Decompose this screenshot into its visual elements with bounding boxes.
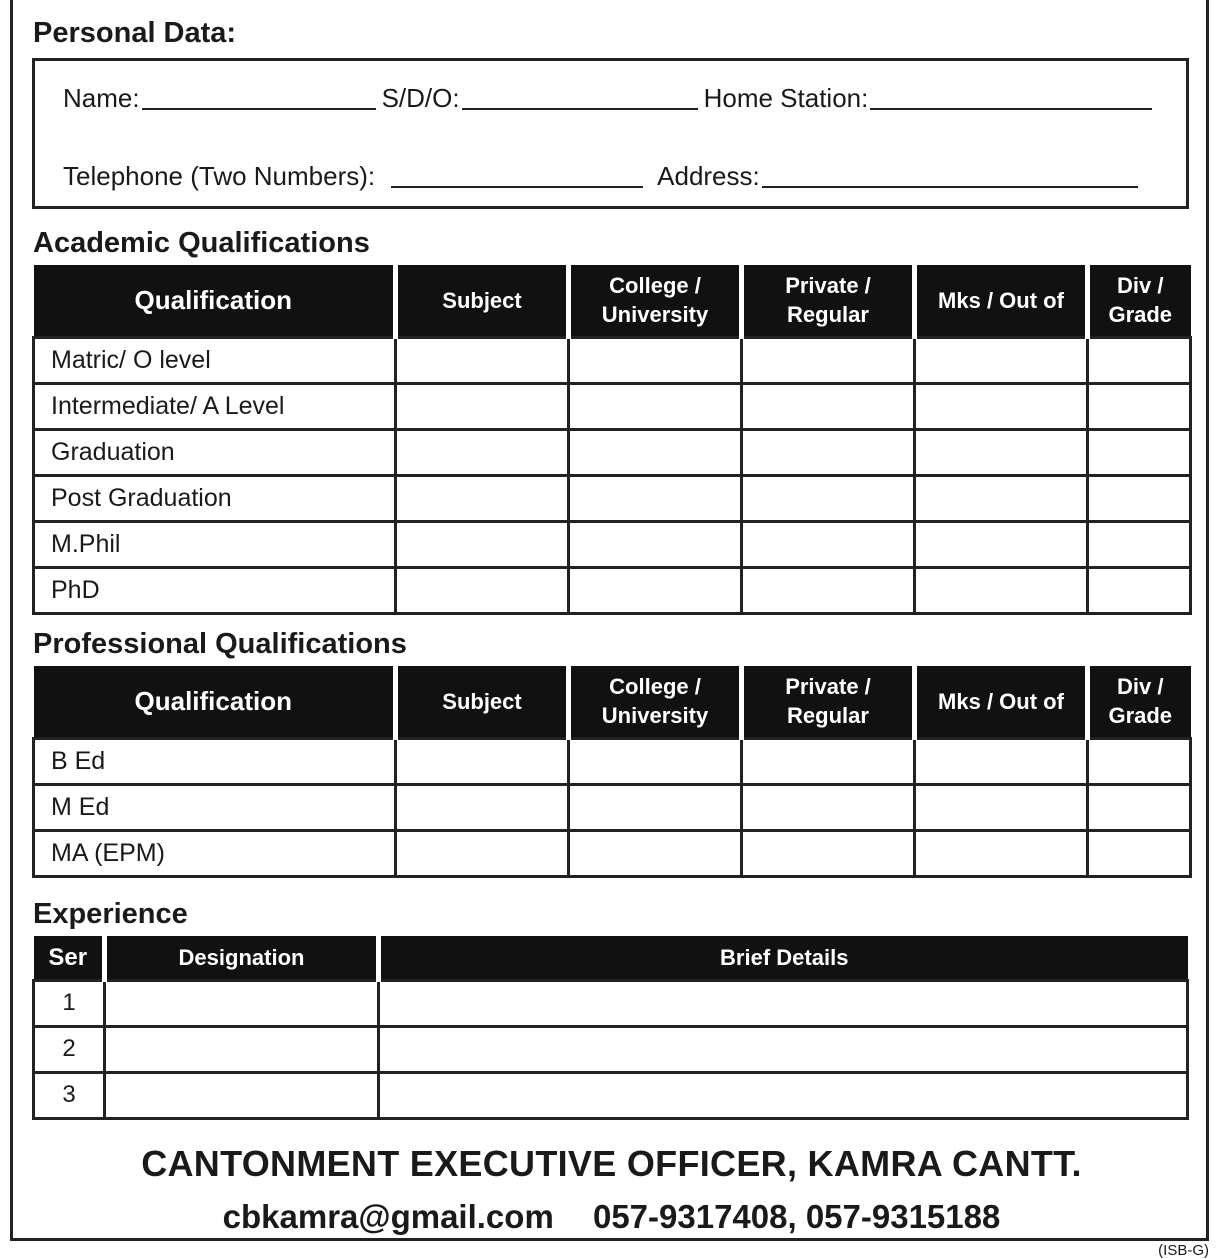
contact-line [0,1198,1223,1236]
professional-col-grade: Div / Grade [1088,666,1191,738]
ad-code-tag: (ISB-G) [1158,1242,1209,1259]
table-cell[interactable] [915,475,1088,521]
table-cell[interactable] [379,1026,1188,1072]
table-cell[interactable] [379,1072,1188,1118]
table-cell[interactable] [396,475,569,521]
table-cell[interactable] [742,567,915,613]
personal-data-box [32,58,1189,209]
table-cell[interactable] [742,521,915,567]
table-cell[interactable] [1088,521,1191,567]
academic-col-private-regular: Private / Regular [742,265,915,337]
professional-col-college: College / University [569,666,742,738]
table-cell[interactable] [105,1026,379,1072]
table-cell[interactable] [569,521,742,567]
table-cell[interactable] [569,429,742,475]
table-cell[interactable] [1088,383,1191,429]
table-cell[interactable] [569,738,742,784]
table-cell[interactable] [379,980,1188,1026]
table-row [34,1026,1188,1072]
experience-table [32,936,1189,1120]
table-row [34,980,1188,1026]
telephone-field[interactable] [391,164,643,188]
telephone-label: Telephone (Two Numbers): [63,161,376,191]
table-row [34,429,1191,475]
professional-heading: Professional Qualifications [33,628,407,660]
table-cell[interactable] [396,567,569,613]
academic-col-college: College / University [569,265,742,337]
academic-heading: Academic Qualifications [33,227,370,259]
professional-col-subject: Subject [396,666,569,738]
personal-row-2 [63,161,1138,191]
sdo-label: S/D/O: [381,83,460,113]
academic-table [32,265,1192,615]
table-cell[interactable] [1088,475,1191,521]
table-cell[interactable] [396,337,569,383]
ser-number: 1 [34,980,105,1026]
table-cell[interactable] [569,830,742,876]
experience-heading: Experience [33,898,188,930]
table-cell[interactable] [569,784,742,830]
table-cell[interactable] [915,521,1088,567]
table-cell[interactable] [396,521,569,567]
home-station-field[interactable] [870,86,1152,110]
address-label: Address: [657,161,760,191]
table-cell[interactable] [569,475,742,521]
professional-table [32,666,1192,878]
table-cell[interactable] [742,738,915,784]
ser-number: 2 [34,1026,105,1072]
personal-data-heading: Personal Data: [33,17,237,49]
table-cell[interactable] [1088,830,1191,876]
table-cell[interactable] [396,383,569,429]
row-label: B Ed [34,738,396,784]
row-label: Matric/ O level [34,337,396,383]
row-label: M.Phil [34,521,396,567]
table-row [34,383,1191,429]
table-cell[interactable] [915,830,1088,876]
table-cell[interactable] [396,738,569,784]
table-cell[interactable] [915,429,1088,475]
professional-col-qualification: Qualification [34,666,396,738]
professional-header-row [34,666,1191,738]
table-cell[interactable] [1088,738,1191,784]
ser-number: 3 [34,1072,105,1118]
sdo-field[interactable] [462,86,698,110]
row-label: M Ed [34,784,396,830]
table-cell[interactable] [1088,337,1191,383]
table-cell[interactable] [915,784,1088,830]
table-cell[interactable] [1088,567,1191,613]
row-label: Post Graduation [34,475,396,521]
table-cell[interactable] [569,383,742,429]
table-cell[interactable] [742,830,915,876]
table-cell[interactable] [569,337,742,383]
table-cell[interactable] [742,784,915,830]
table-cell[interactable] [915,383,1088,429]
table-row [34,521,1191,567]
table-cell[interactable] [105,980,379,1026]
table-cell[interactable] [1088,429,1191,475]
experience-col-ser: Ser [34,936,105,980]
table-row [34,567,1191,613]
table-row [34,784,1191,830]
academic-col-marks: Mks / Out of [915,265,1088,337]
table-cell[interactable] [569,567,742,613]
table-cell[interactable] [105,1072,379,1118]
row-label: MA (EPM) [34,830,396,876]
home-station-label: Home Station: [703,83,869,113]
experience-header-row [34,936,1188,980]
phone-numbers: 057-9317408, 057-9315188 [592,1198,1001,1235]
table-row [34,830,1191,876]
table-cell[interactable] [742,337,915,383]
personal-row-1 [63,83,1152,113]
table-cell[interactable] [742,383,915,429]
name-label: Name: [63,83,140,113]
table-cell[interactable] [915,567,1088,613]
table-row [34,337,1191,383]
row-label: Graduation [34,429,396,475]
academic-col-subject: Subject [396,265,569,337]
table-cell[interactable] [915,337,1088,383]
table-cell[interactable] [396,429,569,475]
table-cell[interactable] [1088,784,1191,830]
office-title: CANTONMENT EXECUTIVE OFFICER, KAMRA CANTT. [141,1143,1082,1184]
table-row [34,1072,1188,1118]
academic-header-row [34,265,1191,337]
table-row [34,738,1191,784]
experience-col-details: Brief Details [379,936,1188,980]
professional-col-marks: Mks / Out of [915,666,1088,738]
name-field[interactable] [142,86,376,110]
row-label: Intermediate/ A Level [34,383,396,429]
table-cell[interactable] [742,475,915,521]
address-field[interactable] [762,164,1138,188]
academic-col-grade: Div / Grade [1088,265,1191,337]
experience-col-designation: Designation [105,936,379,980]
table-cell[interactable] [915,738,1088,784]
table-cell[interactable] [742,429,915,475]
professional-col-private-regular: Private / Regular [742,666,915,738]
table-cell[interactable] [396,830,569,876]
email-link[interactable]: cbkamra@gmail.com [222,1198,554,1235]
academic-col-qualification: Qualification [34,265,396,337]
table-row [34,475,1191,521]
row-label: PhD [34,567,396,613]
table-cell[interactable] [396,784,569,830]
